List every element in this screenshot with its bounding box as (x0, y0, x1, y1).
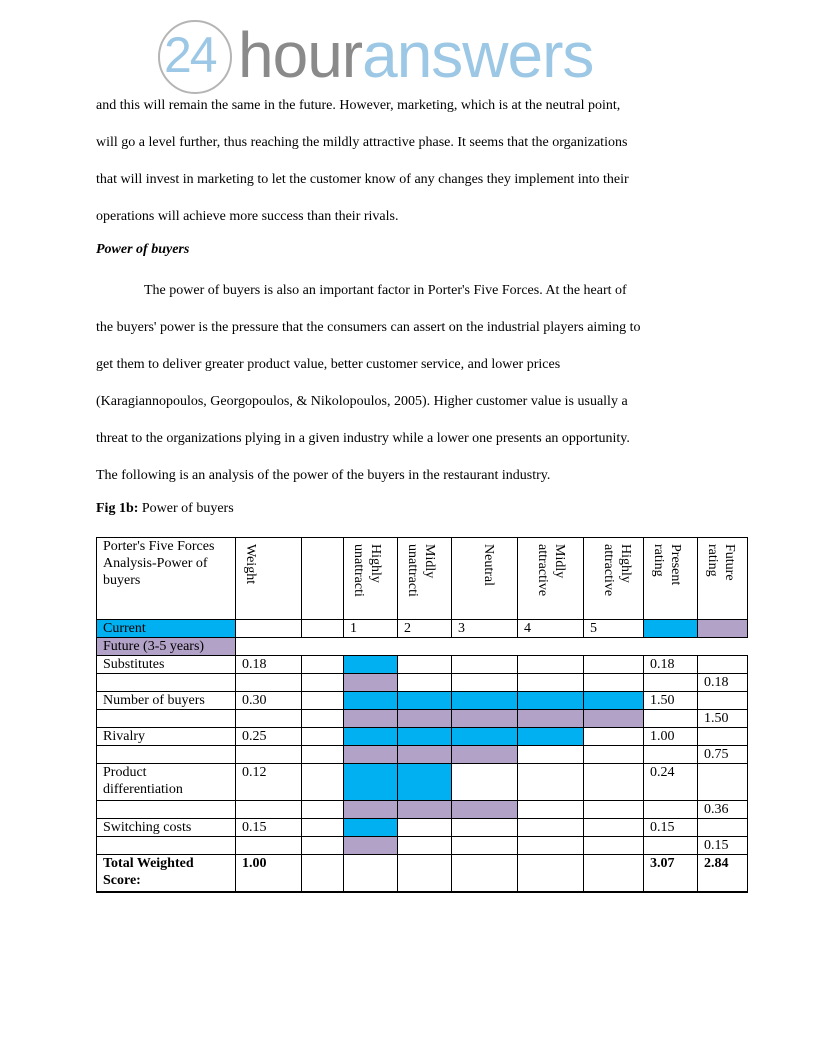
table-row: Substitutes 0.18 0.18 (97, 656, 748, 674)
header-highly-unattractive: Highly unattracti (351, 544, 383, 597)
table-row: 0.36 (97, 801, 748, 819)
paragraph-marketing: and this will remain the same in the future. However, marketing, which is at the neutral point, will go a level further, thus reaching the mildly attractive phase. It seems that the organizations that will invest in marketing to let the customer know of any changes they implement into their operations will achieve more success than their rivals. (96, 98, 629, 224)
table-row: Rivalry 0.25 1.00 (97, 728, 748, 746)
header-mildly-unattractive: Midly unattracti (405, 544, 437, 597)
table-title: Porter's Five Forces Analysis-Power of buyers (97, 538, 236, 620)
table-row: Number of buyers 0.30 1.50 (97, 692, 748, 710)
total-row: Total Weighted Score: 1.00 3.07 2.84 (97, 855, 748, 893)
figure-caption: Fig 1b: Power of buyers (96, 501, 234, 516)
table-header-row (97, 538, 748, 620)
total-future: 2.84 (698, 855, 748, 893)
legend-current-row: Current 1 2 3 4 5 (97, 620, 748, 638)
table-row: 1.50 (97, 710, 748, 728)
logo-number: 24 (164, 27, 216, 83)
table-row: Switching costs 0.15 0.15 (97, 819, 748, 837)
section-heading: Power of buyers (96, 242, 190, 257)
table-row: 0.75 (97, 746, 748, 764)
legend-future-row (97, 638, 748, 656)
power-of-buyers-table (96, 537, 748, 893)
legend-future: Future (3-5 years) (97, 638, 236, 656)
header-weight: Weight (243, 544, 258, 585)
header-present-rating: Present rating (651, 544, 683, 586)
total-label: Total Weighted Score: (97, 855, 236, 893)
logo-wordmark: houranswers (238, 19, 594, 91)
header-future-rating: Future rating (705, 544, 737, 581)
logo (158, 18, 628, 90)
paragraph-power-of-buyers: The power of buyers is also an important factor in Porter's Five Forces. At the heart of the buyers' power is the pressure that the consumers can assert on the industrial players aiming to get them to deliver greater product value, better customer service, and lower prices (Karagiannopoulos, Georgopoulos, & Nikolopoulos, 2005). Higher customer value is usually a threat to the organizations plying in a given industry while a lower one presents an opportunity. The following is an analysis of the power of the buyers in the restaurant industry. (96, 283, 641, 483)
legend-current: Current (97, 620, 236, 638)
table-row: 0.15 (97, 837, 748, 855)
table-row: Product differentiation 0.12 0.24 (97, 764, 748, 801)
header-neutral: Neutral (481, 544, 496, 586)
header-highly-attractive: Highly attractive (601, 544, 633, 597)
table-row: 0.18 (97, 674, 748, 692)
total-present: 3.07 (644, 855, 698, 893)
header-mildly-attractive: Midly attractive (535, 544, 567, 597)
